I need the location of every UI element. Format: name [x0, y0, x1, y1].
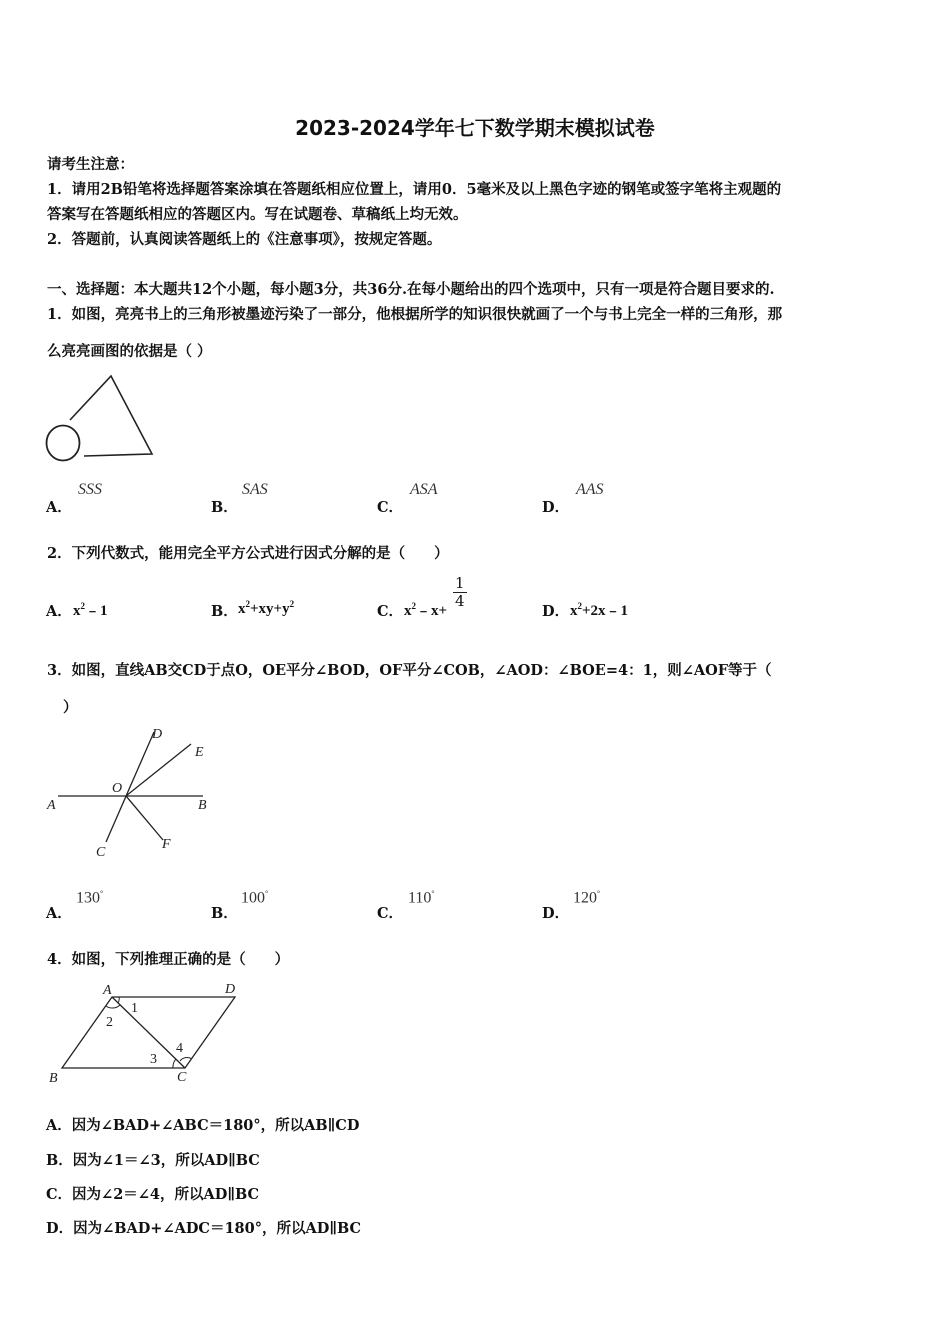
q3-option-c[interactable]: 110° [408, 889, 435, 907]
q3-option-a-letter[interactable]: A． [46, 905, 72, 922]
q2-option-b-letter[interactable]: B． [211, 603, 238, 620]
label-angle-2: 2 [106, 1015, 113, 1030]
label-c: C [177, 1070, 187, 1085]
q2-stem: 2．下列代数式，能用完全平方公式进行因式分解的是（ ） [47, 545, 449, 562]
notice-heading: 请考生注意： [47, 156, 134, 173]
label-angle-4: 4 [176, 1041, 183, 1056]
q1-stem-line-2: 么亮亮画图的依据是（ ） [47, 343, 212, 360]
q2-option-a[interactable]: $x^2﹣1$ [73, 601, 108, 619]
q4-option-b[interactable]: B．因为∠1＝∠3，所以AD∥BC [46, 1152, 260, 1169]
q3-option-c-letter[interactable]: C． [377, 905, 404, 922]
q3-stem-line-2: ） [63, 699, 78, 716]
q1-option-a[interactable]: SSS [78, 481, 102, 498]
angle-arc-2 [106, 1005, 120, 1008]
q1-triangle-figure [40, 370, 165, 470]
q4-option-a[interactable]: A．因为∠BAD+∠ABC＝180°，所以AB∥CD [46, 1117, 360, 1134]
page-title: 2023-2024学年七下数学期末模拟试卷 [295, 116, 655, 140]
q3-option-a[interactable]: 130° [76, 889, 104, 907]
q4-option-d[interactable]: D．因为∠BAD+∠ADC＝180°，所以AD∥BC [46, 1220, 362, 1237]
q2-option-c-fraction: $\frac{1}{4}$ [455, 574, 465, 610]
q2-option-b[interactable]: $x^2+xy+y^2$ [238, 599, 295, 617]
section-heading: 一、选择题：本大题共12个小题，每小题3分，共36分.在每小题给出的四个选项中，只有一项是符合题目要求的. [47, 281, 775, 298]
q3-option-b[interactable]: 100° [241, 889, 269, 907]
q3-intersecting-lines-figure [40, 722, 220, 867]
ray-oe [126, 744, 191, 796]
q1-option-b-letter[interactable]: B． [211, 499, 238, 516]
label-b: B [49, 1071, 58, 1086]
q4-option-c[interactable]: C．因为∠2＝∠4，所以AD∥BC [46, 1186, 260, 1203]
angle-arc-1 [118, 997, 119, 1003]
label-a: A [103, 983, 112, 998]
notice-line-1a: 1．请用2B铅笔将选择题答案涂填在答题纸相应位置上，请用0．5毫米及以上黑色字迹的钢笔或签字笔将主观题的 [47, 181, 782, 198]
q2-option-c[interactable]: $x^2﹣x+$ [404, 601, 448, 619]
q3-option-d[interactable]: 120° [573, 889, 601, 907]
ink-blot [47, 426, 80, 461]
q2-option-d[interactable]: $x^2+2x﹣1$ [570, 601, 629, 619]
label-o: O [112, 781, 123, 796]
q1-option-a-letter[interactable]: A． [46, 499, 72, 516]
q2-option-d-letter[interactable]: D． [542, 603, 570, 620]
q1-stem-line-1: 1．如图，亮亮书上的三角形被墨迹污染了一部分，他根据所学的知识很快就画了一个与书上完全一样的三角形，那 [47, 306, 783, 323]
q4-stem: 4．如图，下列推理正确的是（ ） [47, 951, 290, 968]
angle-arc-3 [173, 1059, 176, 1068]
q2-option-a-letter[interactable]: A． [46, 603, 72, 620]
q3-stem-line-1: 3．如图，直线AB交CD于点O，OE平分∠BOD，OF平分∠COB，∠AOD：∠BOE=4：1，则∠AOF等于（ [47, 662, 772, 679]
label-d: D [225, 982, 236, 997]
notice-line-2: 2．答题前，认真阅读答题纸上的《注意事项》，按规定答题。 [47, 231, 442, 248]
q1-option-b[interactable]: SAS [242, 481, 268, 498]
label-angle-1: 1 [131, 1001, 138, 1016]
label-d: D [152, 727, 163, 742]
label-a: A [47, 798, 56, 813]
q1-option-c[interactable]: ASA [410, 481, 438, 498]
label-e: E [195, 745, 204, 760]
label-angle-3: 3 [150, 1052, 157, 1067]
q3-option-b-letter[interactable]: B． [211, 905, 238, 922]
label-f: F [162, 837, 171, 852]
notice-line-1b: 答案写在答题纸相应的答题区内。写在试题卷、草稿纸上均无效。 [47, 206, 468, 223]
triangle-lines [70, 376, 152, 456]
q1-option-c-letter[interactable]: C． [377, 499, 404, 516]
diagonal-ac [112, 997, 185, 1068]
label-c: C [96, 845, 106, 860]
q4-parallelogram-figure [40, 975, 250, 1090]
ray-of [126, 796, 163, 840]
q2-option-c-letter[interactable]: C． [377, 603, 404, 620]
q1-option-d[interactable]: AAS [576, 481, 604, 498]
q1-option-d-letter[interactable]: D． [542, 499, 570, 516]
q3-option-d-letter[interactable]: D． [542, 905, 570, 922]
label-b: B [198, 798, 207, 813]
